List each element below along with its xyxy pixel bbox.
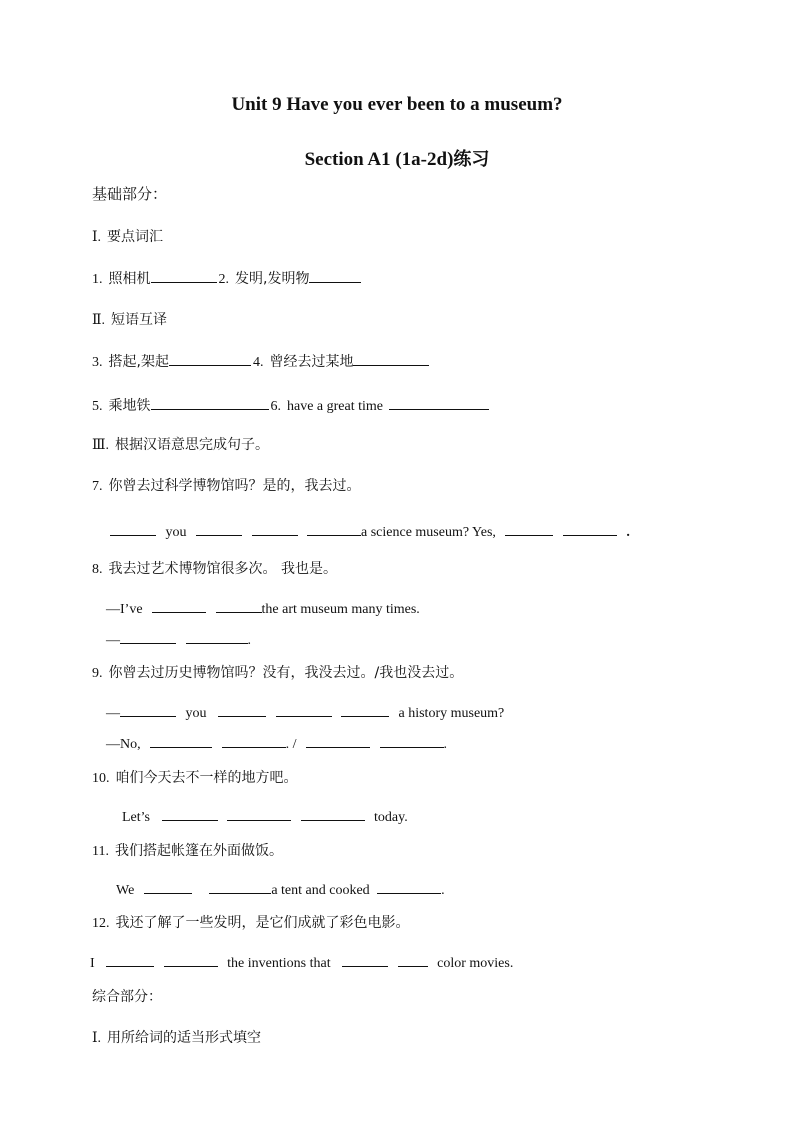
question-9-cn: 你曾去过历史博物馆吗？没有，我没去过。/我也没去过。	[108, 665, 464, 681]
answer-blank[interactable]	[398, 953, 428, 967]
answer-blank[interactable]	[106, 953, 154, 967]
question-8-l1-b: the art museum many times.	[261, 602, 420, 617]
question-11-cn: 我们搭起帐篷在外面做饭。	[114, 843, 283, 859]
answer-blank[interactable]	[209, 880, 271, 894]
question-6-number: 6.	[270, 399, 281, 414]
answer-blank[interactable]	[353, 352, 429, 366]
section-1-heading	[92, 228, 163, 247]
question-3-text: 搭起,架起	[108, 354, 169, 370]
answer-blank[interactable]	[306, 734, 370, 748]
answer-blank[interactable]	[389, 396, 489, 410]
question-11-en-a: We	[116, 883, 135, 898]
question-9-prompt	[92, 664, 463, 683]
question-2-text: 发明,发明物	[235, 271, 310, 287]
question-7-number: 7.	[92, 479, 103, 494]
question-5-text: 乘地铁	[108, 398, 151, 414]
answer-blank[interactable]	[110, 522, 156, 536]
subtitle-cn: 练习	[453, 149, 490, 170]
section-4-text: 用所给词的适当形式填空	[107, 1030, 262, 1046]
question-11-prompt	[92, 842, 283, 861]
basic-part-heading: 基础部分：	[92, 185, 168, 203]
section-1-text: 要点词汇	[107, 229, 164, 245]
question-10-en-b: today.	[374, 810, 408, 825]
question-8-cn: 我去过艺术博物馆很多次。 我也是。	[108, 561, 337, 577]
question-10-number: 10.	[92, 771, 110, 786]
answer-blank[interactable]	[341, 703, 389, 717]
question-10-prompt	[92, 769, 298, 788]
answer-blank[interactable]	[227, 807, 291, 821]
question-1-number: 1.	[92, 272, 103, 287]
question-7-en-a: you	[165, 525, 187, 540]
question-8-prompt	[92, 560, 337, 579]
question-9-l1-b: you	[185, 706, 207, 721]
answer-blank[interactable]	[216, 599, 262, 613]
question-8-l2-end: .	[247, 633, 251, 648]
question-9-line-1	[106, 703, 504, 723]
question-11-end: .	[441, 883, 445, 898]
question-8-line-1	[106, 599, 420, 619]
answer-blank[interactable]	[120, 630, 176, 644]
question-12-prompt	[92, 914, 410, 933]
answer-blank[interactable]	[301, 807, 365, 821]
question-1-text: 照相机	[108, 271, 151, 287]
answer-blank[interactable]	[309, 269, 361, 283]
question-8-number: 8.	[92, 562, 103, 577]
question-10-answer-line	[122, 807, 408, 827]
question-12-en-b: the inventions that	[227, 956, 331, 971]
question-9-l2-end: .	[443, 737, 448, 752]
answer-blank[interactable]	[120, 703, 176, 717]
question-12-en-a: I	[90, 956, 95, 971]
section-4-number: Ⅰ.	[92, 1031, 102, 1046]
question-2-number: 2.	[218, 272, 229, 287]
question-12-en-c: color movies.	[437, 956, 514, 971]
section-4-heading	[92, 1029, 261, 1048]
subtitle-en: Section A1 (1a-2d)	[304, 149, 454, 170]
question-9-number: 9.	[92, 666, 103, 681]
answer-blank[interactable]	[151, 396, 269, 410]
question-9-l2-a: —No,	[106, 737, 141, 752]
question-9-l1-c: a history museum?	[398, 706, 505, 721]
section-3-text: 根据汉语意思完成句子。	[115, 437, 270, 453]
answer-blank[interactable]	[342, 953, 388, 967]
answer-blank[interactable]	[186, 630, 248, 644]
question-9-l1-a: —	[106, 706, 120, 721]
question-12-answer-line	[90, 953, 513, 973]
section-3-number: Ⅲ.	[92, 438, 110, 453]
comprehensive-part-heading: 综合部分：	[92, 989, 162, 1005]
question-7-en-b: a science museum? Yes,	[361, 525, 496, 540]
question-8-l1-a: —I’ve	[106, 602, 143, 617]
page-subtitle	[0, 145, 794, 171]
question-8-l2-a: —	[106, 633, 120, 648]
question-1-2	[92, 269, 361, 289]
answer-blank[interactable]	[151, 269, 217, 283]
question-5-number: 5.	[92, 399, 103, 414]
answer-blank[interactable]	[164, 953, 218, 967]
question-3-4	[92, 352, 429, 372]
answer-blank[interactable]	[162, 807, 218, 821]
section-3-heading	[92, 436, 269, 455]
question-10-cn: 咱们今天去不一样的地方吧。	[115, 770, 298, 786]
page-title: Unit 9 Have you ever been to a museum?	[231, 94, 563, 115]
section-2-heading	[92, 311, 167, 330]
answer-blank[interactable]	[222, 734, 286, 748]
answer-blank[interactable]	[505, 522, 553, 536]
question-8-line-2	[106, 630, 251, 650]
section-2-text: 短语互译	[111, 312, 168, 328]
section-2-number: Ⅱ.	[92, 313, 106, 328]
answer-blank[interactable]	[377, 880, 441, 894]
question-11-answer-line	[116, 880, 445, 900]
question-3-number: 3.	[92, 355, 103, 370]
answer-blank[interactable]	[150, 734, 212, 748]
answer-blank[interactable]	[252, 522, 298, 536]
question-4-number: 4.	[252, 355, 264, 370]
question-7-cn: 你曾去过科学博物馆吗？是的，我去过。	[108, 478, 361, 494]
answer-blank[interactable]	[563, 522, 617, 536]
question-7-prompt	[92, 477, 361, 496]
section-1-number: Ⅰ.	[92, 230, 102, 245]
question-4-text: 曾经去过某地	[269, 354, 354, 370]
question-11-number: 11.	[92, 844, 109, 859]
question-9-l2-b: . /	[285, 737, 297, 752]
answer-blank[interactable]	[307, 522, 361, 536]
question-12-number: 12.	[92, 916, 110, 931]
answer-blank[interactable]	[152, 599, 206, 613]
question-7-answer-line	[110, 522, 630, 542]
question-5-6	[92, 396, 489, 416]
answer-blank[interactable]	[144, 880, 192, 894]
question-9-line-2	[106, 734, 447, 754]
question-10-en-a: Let’s	[122, 810, 150, 825]
question-7-end: .	[626, 525, 630, 540]
answer-blank[interactable]	[196, 522, 242, 536]
answer-blank[interactable]	[276, 703, 332, 717]
answer-blank[interactable]	[218, 703, 266, 717]
answer-blank[interactable]	[169, 352, 251, 366]
question-6-text: have a great time	[287, 399, 384, 414]
question-12-cn: 我还了解了一些发明，是它们成就了彩色电影。	[115, 915, 410, 931]
answer-blank[interactable]	[380, 734, 444, 748]
question-11-en-b: a tent and cooked	[271, 883, 370, 898]
